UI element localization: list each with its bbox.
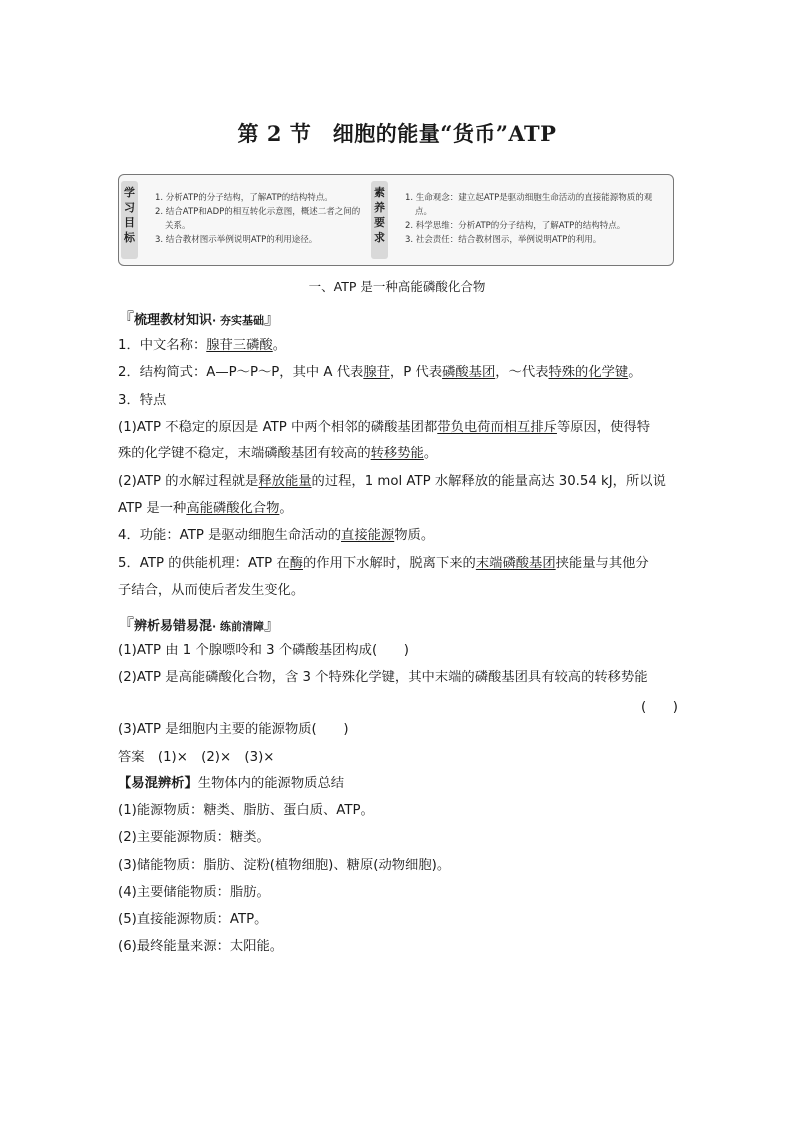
goal-item: 1. 分析ATP的分子结构，了解ATP的结构特点。: [155, 193, 333, 203]
answer-line: 答案 (1)× (2)× (3)×: [118, 750, 275, 765]
question-item: (3)ATP 是细胞内主要的能源物质( ): [118, 722, 349, 737]
text-line: 殊的化学键不稳定，末端磷酸基团有较高的转移势能。: [118, 446, 438, 461]
goal-item: 2. 结合ATP和ADP的相互转化示意图，概述二者之间的关系。: [155, 207, 361, 231]
text-line: ATP 是一种高能磷酸化合物。: [118, 501, 293, 516]
text-line: 2．结构简式：A—P～P～P，其中 A 代表腺苷，P 代表磷酸基团，～代表特殊的化学键。: [118, 365, 642, 380]
goals-tag: 学习目标: [121, 181, 138, 259]
tip-heading: [118, 775, 678, 793]
section-heading-textbook: 『梳理教材知识· 夯实基础』: [118, 309, 281, 328]
section-heading-errors: 『辨析易错易混· 练前清障』: [118, 615, 281, 634]
text-line: 子结合，从而使后者发生变化。: [118, 583, 305, 598]
text-line: (2)ATP 的水解过程就是释放能量的过程，1 mol ATP 水解释放的能量高达 30.54 kJ，所以说: [118, 474, 666, 489]
text-line: 4．功能：ATP 是驱动细胞生命活动的直接能源物质。: [118, 528, 435, 543]
section-sublabel: · 夯实基础: [212, 314, 265, 327]
tip-item: (4)主要储能物质：脂肪。: [118, 885, 270, 900]
tip-item: (3)储能物质：脂肪、淀粉(植物细胞)、糖原(动物细胞)。: [118, 858, 451, 873]
tip-item: (1)能源物质：糖类、脂肪、蛋白质、ATP。: [118, 803, 374, 818]
literacy-tag: 素养要求: [371, 181, 388, 259]
section-label: 辨析易错易混: [134, 619, 213, 634]
tip-item: (6)最终能量来源：太阳能。: [118, 939, 284, 954]
learning-goals-box: [118, 174, 674, 266]
tip-label: 【易混辨析】: [118, 776, 198, 791]
text-line: (1)ATP 不稳定的原因是 ATP 中两个相邻的磷酸基团都带负电荷而相互排斥等原因，使得特: [118, 420, 651, 435]
answer-blank: ( ): [641, 700, 678, 715]
section-label: 梳理教材知识: [134, 313, 213, 328]
text-line: 5．ATP 的供能机理：ATP 在酶的作用下水解时，脱离下来的末端磷酸基团挟能量与其他分: [118, 556, 649, 571]
page-title: 第 2 节 细胞的能量“货币”ATP: [237, 121, 557, 146]
section-sublabel: · 练前清障: [212, 620, 265, 633]
question-item: (2)ATP 是高能磷酸化合物，含 3 个特殊化学键，其中末端的磷酸基团具有较高的转移势能: [118, 670, 648, 685]
goals-list: [155, 191, 361, 247]
literacy-item: 3. 社会责任：结合教材图示，举例说明ATP的利用。: [405, 235, 602, 245]
tip-item: (2)主要能源物质：糖类。: [118, 830, 270, 845]
section-subheading: 一、ATP 是一种高能磷酸化合物: [308, 279, 486, 294]
tip-item: (5)直接能源物质：ATP。: [118, 912, 268, 927]
literacy-item: 2. 科学思维：分析ATP的分子结构，了解ATP的结构特点。: [405, 221, 626, 231]
literacy-list: [405, 191, 663, 247]
text-line: 3．特点: [118, 393, 167, 408]
question-item: (1)ATP 由 1 个腺嘌呤和 3 个磷酸基团构成( ): [118, 643, 409, 658]
text-line: 1．中文名称：腺苷三磷酸。: [118, 338, 287, 353]
goal-item: 3. 结合教材图示举例说明ATP的利用途径。: [155, 235, 318, 245]
tip-title: 生物体内的能源物质总结: [197, 776, 345, 791]
literacy-item: 1. 生命观念：建立起ATP是驱动细胞生命活动的直接能源物质的观点。: [405, 193, 653, 217]
